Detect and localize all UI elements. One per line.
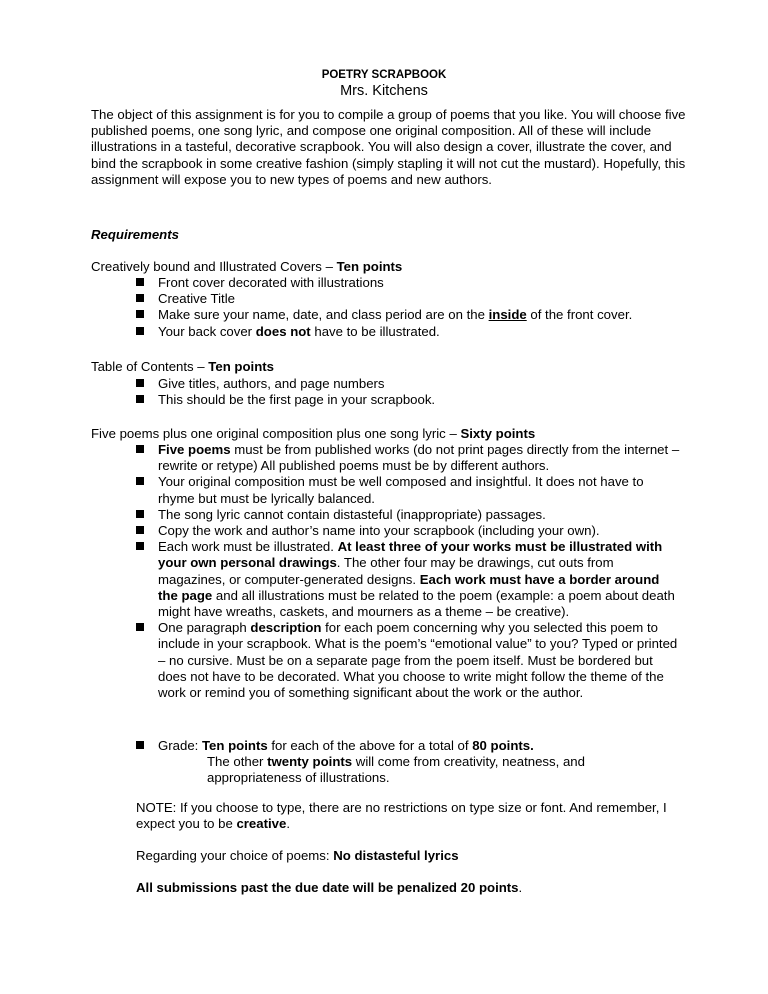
document-title: POETRY SCRAPBOOK: [321, 69, 447, 81]
square-bullet-icon: [136, 395, 144, 403]
list-item: Five poems must be from published works (do not print pages directly from the internet – rewrite or retype) All published poems must be by different authors.: [136, 442, 681, 474]
section-toc-heading: Table of Contents – Ten points: [91, 359, 274, 374]
square-bullet-icon: [136, 623, 144, 631]
list-item: Copy the work and author’s name into your scrapbook (including your own).: [136, 523, 681, 539]
square-bullet-icon: [136, 445, 144, 453]
list-item: Your back cover does not have to be illustrated.: [136, 324, 681, 340]
square-bullet-icon: [136, 327, 144, 335]
square-bullet-icon: [136, 510, 144, 518]
list-item: The song lyric cannot contain distasteful (inappropriate) passages.: [136, 507, 681, 523]
list-item: This should be the first page in your scrapbook.: [136, 392, 681, 408]
list-item: Front cover decorated with illustrations: [136, 275, 681, 291]
list-item: Creative Title: [136, 291, 681, 307]
requirements-heading: Requirements: [91, 227, 179, 242]
note-paragraph: NOTE: If you choose to type, there are no restrictions on type size or font. And remember, I expect you to be creative.: [136, 800, 667, 832]
intro-paragraph: The object of this assignment is for you to compile a group of poems that you like. You will choose five published poems, one song lyric, and compose one original composition. All of these will include illustrations in a tasteful, decorative scrapbook. You will also design a cover, illustrate the cover, and bind the scrapbook in some creative fashion (simply stapling it will not cut the mustard). Hopefully, this assignment will expose you to new types of poems and new authors.: [91, 107, 686, 187]
section-toc-list: [136, 376, 681, 408]
late-penalty-line: All submissions past the due date will be penalized 20 points.: [136, 880, 523, 895]
list-item: Give titles, authors, and page numbers: [136, 376, 681, 392]
teacher-name: Mrs. Kitchens: [340, 83, 428, 99]
poem-choice-line: Regarding your choice of poems: No distasteful lyrics: [136, 848, 459, 863]
square-bullet-icon: [136, 310, 144, 318]
square-bullet-icon: [136, 278, 144, 286]
square-bullet-icon: [136, 741, 144, 749]
square-bullet-icon: [136, 477, 144, 485]
list-item: Make sure your name, date, and class period are on the inside of the front cover.: [136, 307, 681, 323]
list-item: Each work must be illustrated. At least three of your works must be illustrated with your own personal drawings. The other four may be drawings, cut outs from magazines, or computer-generated designs. Each work must have a border around the page and all illustrations must be related to the poem (example: a poem about death might have wreaths, caskets, and mourners as a theme – be creative).: [136, 539, 681, 620]
section-poems-list: [136, 442, 681, 701]
section-covers-list: [136, 275, 681, 340]
square-bullet-icon: [136, 294, 144, 302]
section-poems-heading: Five poems plus one original composition plus one song lyric – Sixty points: [91, 426, 536, 441]
square-bullet-icon: [136, 542, 144, 550]
list-item: Grade: Ten points for each of the above for a total of 80 points.: [136, 738, 681, 754]
square-bullet-icon: [136, 379, 144, 387]
square-bullet-icon: [136, 526, 144, 534]
grade-detail: The other twenty points will come from creativity, neatness, and appropriateness of illustrations.: [207, 754, 585, 786]
section-covers-heading: Creatively bound and Illustrated Covers – Ten points: [91, 259, 403, 274]
grade-list: [136, 738, 681, 754]
list-item: One paragraph description for each poem concerning why you selected this poem to include in your scrapbook. What is the poem’s “emotional value” to you? Typed or printed – no cursive. Must be on a separate page from the poem itself. Must be bordered but does not have to be decorated. What you choose to write might follow the theme of the work or remind you of something significant about the work or the author.: [136, 620, 681, 701]
list-item: Your original composition must be well composed and insightful. It does not have to rhyme but must be lyrically balanced.: [136, 474, 681, 506]
